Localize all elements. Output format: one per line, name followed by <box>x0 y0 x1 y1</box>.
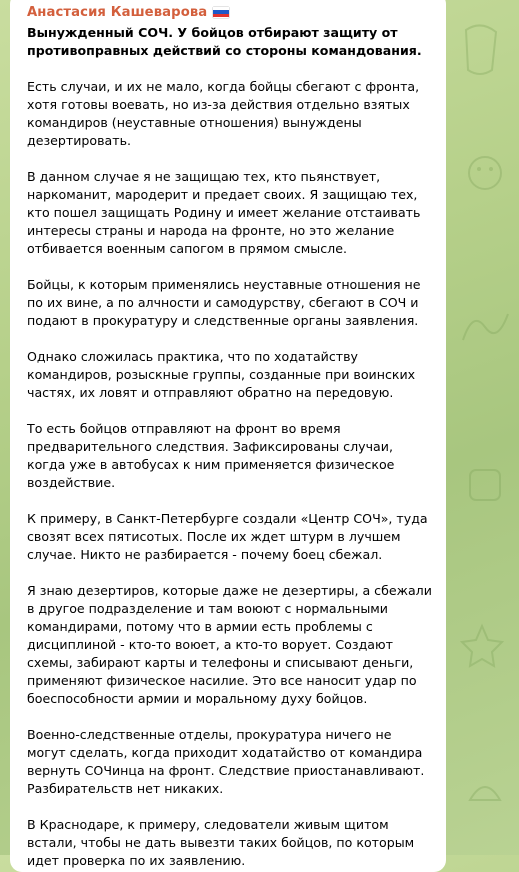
russia-flag-icon <box>213 7 229 18</box>
message-paragraph: В данном случае я не защищаю тех, кто пьянствует, наркоманит, мародерит и предает своих. Я защищаю тех, кто пошел защищать Родину и имеет желание отстаивать интересы страны и народа на фронте, но это желание отбивается военным сапогом в прямом смысле. <box>27 169 421 256</box>
doodle-icon <box>456 20 506 80</box>
doodle-icon <box>462 770 508 816</box>
message-paragraph: Военно-следственные отделы, прокуратура ничего не могут сделать, когда приходит ходатайство от командира вернуть СОЧинца на фронт. Следствие приостанавливают. Разбирательств нет никаких. <box>27 727 425 796</box>
sender-name[interactable]: Анастасия Кашеварова <box>27 4 208 20</box>
message-paragraph: Я знаю дезертиров, которые даже не дезертиры, а сбежали в другое подразделение и там воюют с нормальными командирами, потому что в армии есть проблемы с дисциплиной - кто-то воюет, а кто-то ворует. Создают схемы, забирают карты и телефоны и списывают деньги, применяют физическое насилие. Это все наносит удар по боеспособности армии и моральному духу бойцов. <box>27 583 432 706</box>
message-paragraph: К примеру, в Санкт-Петербурге создали «Центр СОЧ», туда свозят всех пятисотых. После их ждет штурм в лучшем случае. Никто не разбирается - почему боец сбежал. <box>27 511 428 562</box>
message-paragraph: Бойцы, к которым применялись неуставные отношения не по их вине, а по алчности и самодурству, сбегают в СОЧ и подают в прокуратуру и следственные органы заявления. <box>27 277 421 328</box>
doodle-icon <box>460 460 510 510</box>
message-paragraph: Есть случаи, и их не мало, когда бойцы сбегают с фронта, хотя готовы воевать, но из-за действия отдельно взятых командиров (неуставные отношения) вынуждены дезертировать. <box>27 79 420 148</box>
message-paragraph: То есть бойцов отправляют на фронт во время предварительного следствия. Зафиксированы случаи, когда уже в автобусах к ним применяется физическое воздействие. <box>27 421 395 490</box>
message-paragraph: Вынужденный СОЧ. У бойцов отбирают защиту от противоправных действий со стороны командования. <box>27 25 422 58</box>
message-paragraph: Однако сложилась практика, что по ходатайству командиров, розыскные группы, созданные при воинских частях, их ловят и отправляют обратно на передовую. <box>27 349 416 400</box>
message-text <box>27 24 432 870</box>
doodle-icon <box>456 620 508 672</box>
message-sender-row <box>27 2 432 22</box>
message-bubble[interactable] <box>10 0 446 872</box>
message-paragraph: В Краснодаре, к примеру, следователи живым щитом встали, чтобы не дать вывезти таких бойцов, по которым идет проверка по их заявлению. <box>27 817 415 868</box>
doodle-icon <box>458 300 512 354</box>
doodle-icon <box>462 150 508 196</box>
